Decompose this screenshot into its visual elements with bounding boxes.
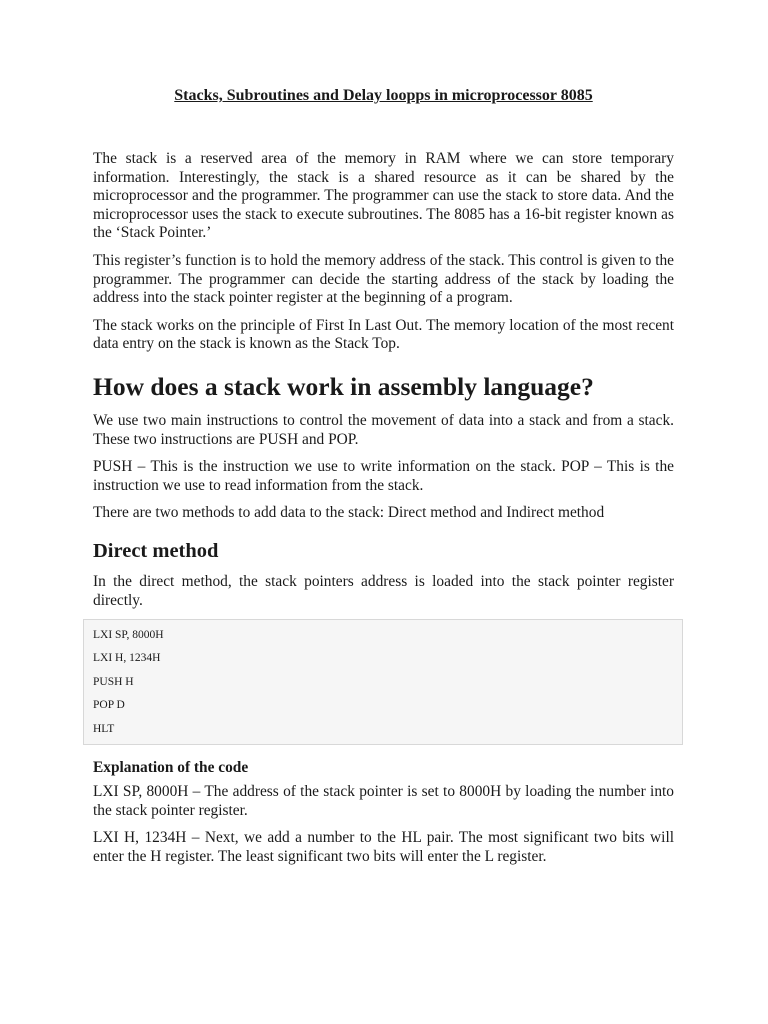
code-line: POP D <box>93 699 125 712</box>
section-heading: How does a stack work in assembly language? <box>93 371 594 401</box>
paragraph-register-function: This register’s function is to hold the memory address of the stack. This control is given to the programmer. The programmer can decide the starting address of the stack by loading the address into the stack pointer register at the beginning of a program. <box>93 251 674 307</box>
paragraph-explanation-lxi-h: LXI H, 1234H – Next, we add a number to the HL pair. The most significant two bits will enter the H register. The least significant two bits will enter the L register. <box>93 829 674 865</box>
code-line: HLT <box>93 722 115 735</box>
code-line: LXI H, 1234H <box>93 652 161 665</box>
document-title: Stacks, Subroutines and Delay loopps in microprocessor 8085 <box>174 87 593 104</box>
paragraph-two-methods: There are two methods to add data to the stack: Direct method and Indirect method <box>93 504 605 522</box>
paragraph-direct-method: In the direct method, the stack pointers address is loaded into the stack pointer register directly. <box>93 572 674 609</box>
code-block <box>83 619 683 745</box>
subsection-heading: Direct method <box>93 539 219 562</box>
code-line: LXI SP, 8000H <box>93 629 164 642</box>
code-line: PUSH H <box>93 675 134 688</box>
paragraph-push-pop-definitions: PUSH – This is the instruction we use to write information on the stack. POP – This is the instruction we use to read information from the stack. <box>93 458 674 494</box>
paragraph-push-pop-intro: We use two main instructions to control the movement of data into a stack and from a stack. These two instructions are PUSH and POP. <box>93 411 674 448</box>
document-page <box>93 86 674 875</box>
explanation-heading: Explanation of the code <box>93 759 249 777</box>
paragraph-stack-intro: The stack is a reserved area of the memory in RAM where we can store temporary information. Interestingly, the stack is a shared resource as it can be shared by the microprocessor and the programmer. The programmer can use the stack to store data. And the microprocessor uses the stack to execute subroutines. The 8085 has a 16-bit register known as the ‘Stack Pointer.’ <box>93 150 674 242</box>
paragraph-filo-principle: The stack works on the principle of First In Last Out. The memory location of the most recent data entry on the stack is known as the Stack Top. <box>93 316 674 353</box>
paragraph-explanation-lxi-sp: LXI SP, 8000H – The address of the stack pointer is set to 8000H by loading the number into the stack pointer register. <box>93 783 674 819</box>
